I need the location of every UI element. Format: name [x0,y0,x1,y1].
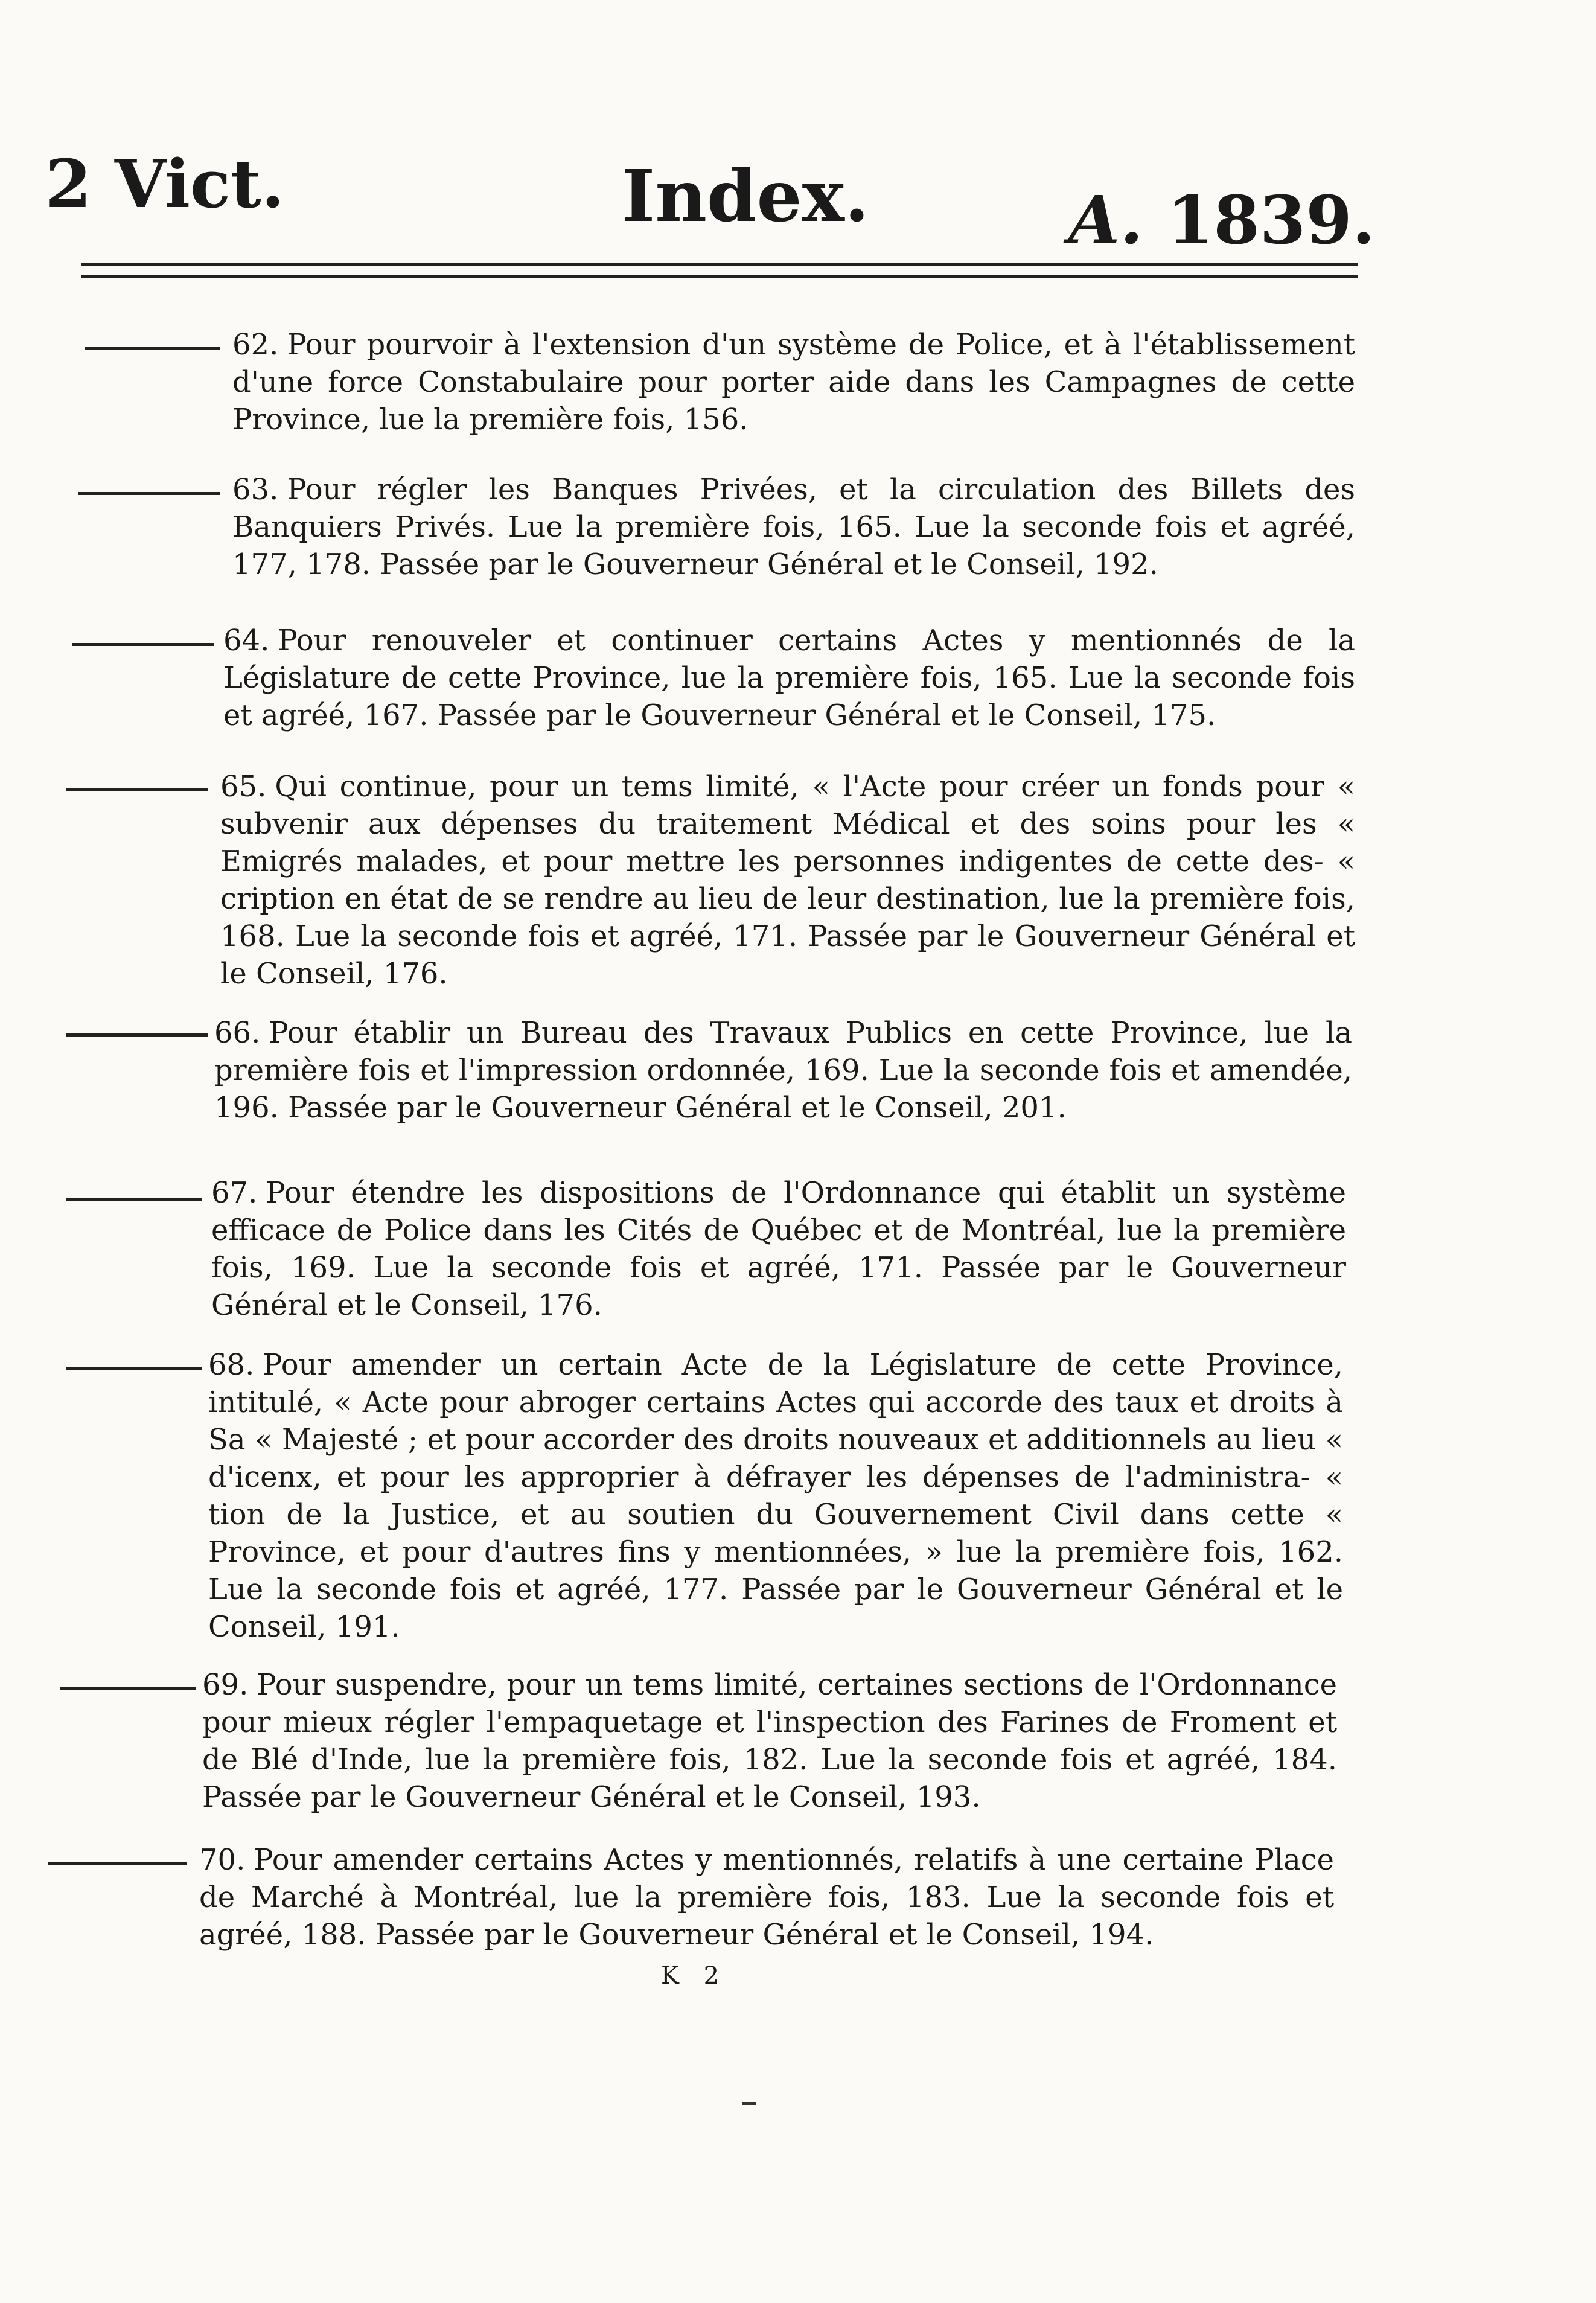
header-rule-bottom [81,275,1358,278]
entry-text [223,622,1355,734]
signature-mark: K 2 [661,1962,728,1990]
entry-number: 63. [232,473,279,506]
entry-number: 67. [211,1176,258,1210]
year-value: 1839. [1167,181,1376,259]
page-title: Index. [622,154,870,238]
entry-body: Pour amender certains Actes y mentionnés, relatifs à une certaine Place de Marché à Montréal, lue la première fois, 183. Lue la seconde fois et agréé, 188. Passée par le Gouverneur Général et le Conseil, 194. [199,1843,1334,1952]
entry-dash [66,1033,208,1037]
entry-body: Pour renouveler et continuer certains Actes y mentionnés de la Législature de cette Province, lue la première fois, 165. Lue la seconde fois et agréé, 167. Passée par le Gouverneur Général et le Conseil, 175. [223,624,1355,732]
entry-dash [85,347,220,350]
entry-dash [72,643,214,646]
entry-text [211,1174,1346,1324]
entry-body: Pour amender un certain Acte de la Législature de cette Province, intitulé, « Acte pour abroger certains Actes qui accorde des taux et droits à Sa « Majesté ; et pour accorder des droits nouveaux et additionnels au lieu « d'icenx, et pour les approprier à défrayer les dépenses de l'administra- « tion de la Justice, et au soutien du Gouvernement Civil dans cette « Province, et pour d'autres fins y mentionnées, » lue la première fois, 162. Lue la seconde fois et agréé, 177. Passée par le Gouverneur Général et le Conseil, 191. [208,1348,1343,1644]
entry-body: Pour établir un Bureau des Travaux Publics en cette Province, lue la première fois et l'impression ordonnée, 169. Lue la seconde fois et amendée, 196. Passée par le Gouverneur Général et le Conseil, 201. [214,1016,1352,1125]
entry-body: Pour régler les Banques Privées, et la circulation des Billets des Banquiers Privés. Lue la première fois, 165. Lue la seconde fois et agréé, 177, 178. Passée par le Gouverneur Général et le Conseil, 192. [232,473,1355,581]
anno-mark: A. [1068,181,1143,259]
entry-dash [60,1687,196,1690]
entry-body: Qui continue, pour un tems limité, « l'Acte pour créer un fonds pour « subvenir aux dépenses du traitement Médical et des soins pour les « Emigrés malades, et pour mettre les personnes indigentes de cette des- « cription en état de se rendre au lieu de leur destination, lue la première fois, 168. Lue la seconde fois et agréé, 171. Passée par le Gouverneur Général et le Conseil, 176. [220,770,1355,991]
entry-body: Pour étendre les dispositions de l'Ordonnance qui établit un système efficace de Police dans les Cités de Québec et de Montréal, lue la première fois, 169. Lue la seconde fois et agréé, 171. Passée par le Gouverneur Général et le Conseil, 176. [211,1176,1346,1322]
entry-text [220,768,1355,992]
entry-dash [66,1367,202,1370]
entry-text [208,1346,1343,1646]
entry-number: 62. [232,328,279,362]
entry-number: 69. [202,1668,249,1702]
page-header [0,0,1596,290]
regnal-year: 2 Vict. [45,145,285,223]
entry-dash [48,1862,187,1865]
entry-dash [66,788,208,791]
entry-dash [78,492,220,495]
entry-text [199,1841,1334,1953]
year-label [1068,181,1375,259]
entry-body: Pour suspendre, pour un tems limité, certaines sections de l'Ordonnance pour mieux régler l'empaquetage et l'inspection des Farines de Froment et de Blé d'Inde, lue la première fois, 182. Lue la seconde fois et agréé, 184. Passée par le Gouverneur Général et le Conseil, 193. [202,1668,1337,1814]
entry-number: 66. [214,1016,261,1050]
entry-number: 64. [223,624,270,657]
entry-number: 68. [208,1348,255,1382]
entry-text [232,326,1355,438]
entry-text [214,1014,1352,1126]
entry-body: Pour pourvoir à l'extension d'un système de Police, et à l'établissement d'une force Constabulaire pour porter aide dans les Campagnes de cette Province, lue la première fois, 156. [232,328,1355,436]
entry-text [232,471,1355,583]
entry-number: 70. [199,1843,246,1877]
entry-text [202,1666,1337,1816]
entry-dash [66,1198,202,1201]
printer-mark [742,2102,756,2105]
entry-number: 65. [220,770,267,803]
header-rule-top [81,263,1358,266]
